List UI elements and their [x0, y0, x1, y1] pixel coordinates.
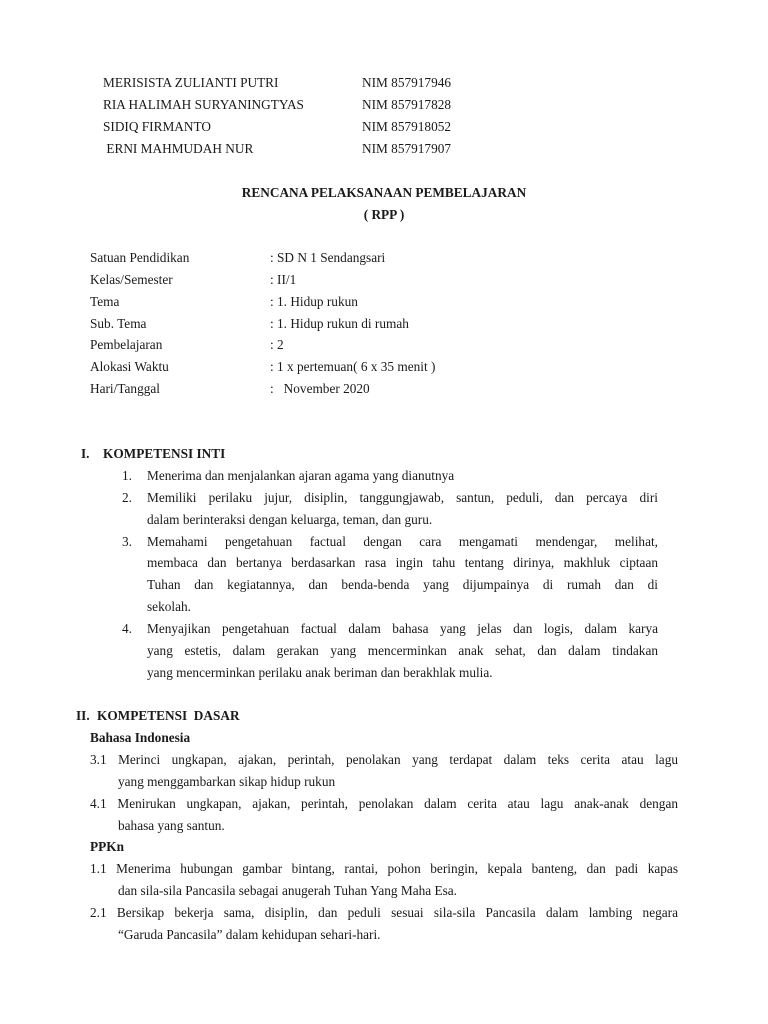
list-item-line: sekolah. [147, 599, 191, 614]
identity-value: : November 2020 [270, 381, 370, 396]
identity-label: Alokasi Waktu [90, 359, 169, 374]
author-name: MERISISTA ZULIANTI PUTRI [103, 75, 279, 90]
author-name: RIA HALIMAH SURYANINGTYAS [103, 97, 304, 112]
author-nim: NIM 857917828 [362, 97, 452, 112]
list-item-line: Menyajikan pengetahuan factual dalam bahasa yang jelas dan logis, dalam karya [147, 621, 658, 636]
identity-value: : II/1 [270, 272, 297, 287]
author-nim: NIM 857917907 [362, 141, 452, 156]
competency-line: “Garuda Pancasila” dalam kehidupan sehari-hari. [118, 927, 381, 942]
identity-value: : SD N 1 Sendangsari [270, 250, 386, 265]
competency-line: yang menggambarkan sikap hidup rukun [118, 774, 336, 789]
subject-heading: PPKn [90, 839, 124, 854]
identity-value: : 2 [270, 337, 284, 352]
identity-label: Kelas/Semester [90, 272, 173, 287]
list-item-line: membaca dan bertanya berdasarkan rasa ingin tahu tentang dirinya, makhluk ciptaan [147, 555, 658, 570]
competency-line: 4.1 Menirukan ungkapan, ajakan, perintah, penolakan dalam cerita atau lagu anak-anak dengan [90, 796, 678, 811]
list-item-line: Tuhan dan kegiatannya, dan benda-benda yang dijumpainya di rumah dan di [147, 577, 658, 592]
competency-line: 3.1 Merinci ungkapan, ajakan, perintah, penolakan yang terdapat dalam teks cerita atau lagu [90, 752, 678, 767]
identity-label: Hari/Tanggal [90, 381, 160, 396]
section-heading: KOMPETENSI DASAR [97, 708, 240, 723]
subject-heading: Bahasa Indonesia [90, 730, 191, 745]
list-item-line: Menerima dan menjalankan ajaran agama yang dianutnya [147, 468, 455, 483]
list-item-line: yang estetis, dalam gerakan yang mencerminkan anak sehat, dan dalam tindakan [147, 643, 658, 658]
identity-value: : 1. Hidup rukun [270, 294, 358, 309]
document-title: RENCANA PELAKSANAAN PEMBELAJARAN [241, 185, 527, 200]
competency-line: dan sila-sila Pancasila sebagai anugerah Tuhan Yang Maha Esa. [118, 883, 457, 898]
identity-label: Sub. Tema [90, 316, 147, 331]
competency-line: 1.1 Menerima hubungan gambar bintang, rantai, pohon beringin, kepala banteng, dan padi kapas [90, 861, 678, 876]
identity-value: : 1. Hidup rukun di rumah [270, 316, 409, 331]
section-heading: KOMPETENSI INTI [103, 446, 226, 461]
competency-line: 2.1 Bersikap bekerja sama, disiplin, dan peduli sesuai sila-sila Pancasila dalam lambing negara [90, 905, 678, 920]
section-number: I. [81, 446, 90, 461]
competency-line: bahasa yang santun. [118, 818, 225, 833]
identity-value: : 1 x pertemuan( 6 x 35 menit ) [270, 359, 436, 374]
list-item-line: Memahami pengetahuan factual dengan cara mengamati mendengar, melihat, [147, 534, 658, 549]
identity-label: Tema [90, 294, 120, 309]
author-nim: NIM 857918052 [362, 119, 452, 134]
list-item-line: dalam berinteraksi dengan keluarga, teman, dan guru. [147, 512, 433, 527]
document-subtitle: ( RPP ) [363, 207, 405, 222]
author-nim: NIM 857917946 [362, 75, 452, 90]
list-item-line: yang mencerminkan perilaku anak beriman dan berakhlak mulia. [147, 665, 493, 680]
section-number: II. [76, 708, 90, 723]
author-name: ERNI MAHMUDAH NUR [103, 141, 254, 156]
list-item-number: 1. [122, 468, 132, 483]
author-name: SIDIQ FIRMANTO [103, 119, 211, 134]
identity-label: Pembelajaran [90, 337, 163, 352]
identity-label: Satuan Pendidikan [90, 250, 190, 265]
list-item-number: 3. [122, 534, 132, 549]
list-item-line: Memiliki perilaku jujur, disiplin, tanggungjawab, santun, peduli, dan percaya diri [147, 490, 658, 505]
list-item-number: 2. [122, 490, 132, 505]
list-item-number: 4. [122, 621, 132, 636]
